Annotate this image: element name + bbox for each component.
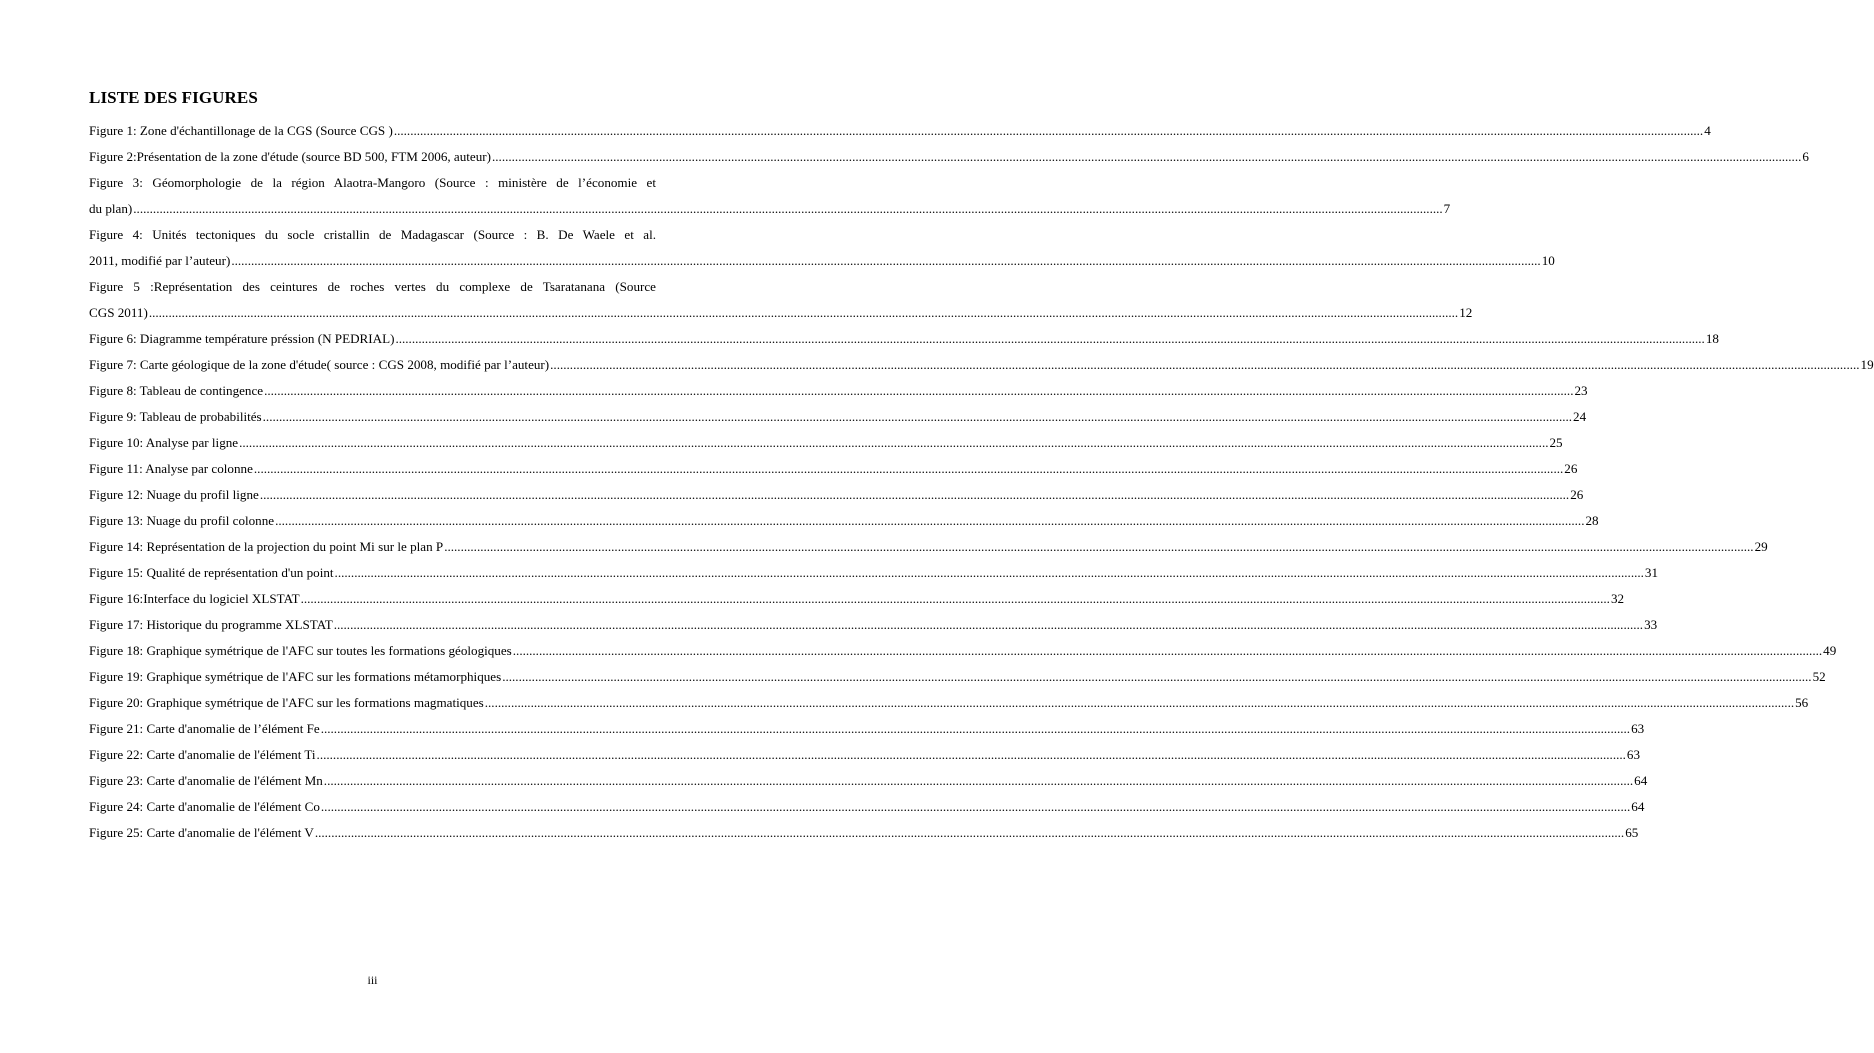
figure-entry[interactable] (89, 742, 1641, 768)
figure-entry[interactable] (89, 404, 1587, 430)
figure-entry-label: CGS 2011) (89, 305, 148, 320)
dot-leader: ................................................................................................................................................................................................................................................................................................................................................................................................................ (492, 149, 1802, 164)
page-number: iii (367, 973, 378, 987)
figure-entry-label: Figure 11: Analyse par colonne (89, 461, 253, 476)
figure-entry-label: Figure 8: Tableau de contingence (89, 383, 264, 398)
dot-leader: ................................................................................................................................................................................................................................................................................................................................................................................................................ (320, 721, 1631, 736)
dot-leader: ................................................................................................................................................................................................................................................................................................................................................................................................................ (550, 357, 1860, 372)
figure-entry-label: Figure 16:Interface du logiciel XLSTAT (89, 591, 300, 606)
figure-entry-label: Figure 17: Historique du programme XLSTAT (89, 617, 333, 632)
figure-entry[interactable] (89, 794, 1645, 820)
figure-entry-page: 33 (1644, 617, 1658, 632)
figure-entry-label: Figure 9: Tableau de probabilités (89, 409, 262, 424)
figure-entry-page: 28 (1585, 513, 1599, 528)
figure-entry-page: 19 (1860, 357, 1874, 372)
dot-leader: ................................................................................................................................................................................................................................................................................................................................................................................................................ (444, 539, 1754, 554)
figure-entry[interactable] (89, 118, 1711, 144)
figure-entry-label: Figure 21: Carte d'anomalie de l’élément Fe (89, 721, 320, 736)
figure-entry[interactable] (89, 274, 1473, 326)
figure-entry-page: 65 (1625, 825, 1639, 840)
dot-leader: ................................................................................................................................................................................................................................................................................................................................................................................................................ (300, 591, 1610, 606)
figure-entry-line (89, 378, 1588, 404)
figure-entry[interactable] (89, 430, 1563, 456)
dot-leader: ................................................................................................................................................................................................................................................................................................................................................................................................................ (275, 513, 1585, 528)
figure-entry-label: Figure 2:Présentation de la zone d'étude (source BD 500, FTM 2006, auteur) (89, 149, 491, 164)
figure-entry[interactable] (89, 378, 1588, 404)
figure-entry-page: 25 (1549, 435, 1563, 450)
dot-leader: ................................................................................................................................................................................................................................................................................................................................................................................................................ (320, 799, 1631, 814)
figure-entry-page: 32 (1610, 591, 1625, 606)
figure-entry[interactable] (89, 352, 1874, 378)
figure-entry-line (89, 196, 1451, 222)
figure-entry-page: 63 (1631, 721, 1645, 736)
figure-entry-line (89, 612, 1658, 638)
figure-entry[interactable] (89, 664, 1826, 690)
figure-entry-page: 6 (1802, 149, 1809, 164)
figure-entry-line (89, 118, 1711, 144)
figure-entry-page: 52 (1812, 669, 1826, 684)
page-title: LISTE DES FIGURES (89, 88, 258, 107)
dot-leader: ................................................................................................................................................................................................................................................................................................................................................................................................................ (334, 565, 1644, 580)
figure-entry-line (89, 742, 1641, 768)
figure-entry-line (89, 326, 1719, 352)
figure-entry-label: Figure 24: Carte d'anomalie de l'élément Co (89, 799, 320, 814)
figure-entry-line (89, 794, 1645, 820)
figure-entry-label: du plan) (89, 201, 133, 216)
figure-entry-label: Figure 7: Carte géologique de la zone d'étude( source : CGS 2008, modifié par l’auteur) (89, 357, 550, 372)
figure-entry-label: Figure 19: Graphique symétrique de l'AFC sur les formations métamorphiques (89, 669, 502, 684)
figure-entry-line (89, 768, 1648, 794)
dot-leader: ................................................................................................................................................................................................................................................................................................................................................................................................................ (148, 305, 1459, 320)
figure-entry-label: Figure 22: Carte d'anomalie de l'élément Ti (89, 747, 316, 762)
figure-entry[interactable] (89, 768, 1648, 794)
dot-leader: ................................................................................................................................................................................................................................................................................................................................................................................................................ (395, 331, 1705, 346)
figure-entry-label: Figure 23: Carte d'anomalie de l'élément Mn (89, 773, 323, 788)
figure-entry[interactable] (89, 716, 1645, 742)
figure-entry-line (89, 534, 1768, 560)
dot-leader: ................................................................................................................................................................................................................................................................................................................................................................................................................ (314, 825, 1625, 840)
figure-entry-line (89, 820, 1639, 846)
dot-leader: ................................................................................................................................................................................................................................................................................................................................................................................................................ (484, 695, 1795, 710)
figure-entry[interactable] (89, 170, 1451, 222)
figure-entry-page: 4 (1704, 123, 1711, 138)
dot-leader: ................................................................................................................................................................................................................................................................................................................................................................................................................ (253, 461, 1564, 476)
figure-entry-first-line: Figure 5 :Représentation des ceintures de roches vertes du complexe de Tsaratanana (Source (89, 279, 656, 294)
figure-entry[interactable] (89, 586, 1625, 612)
figure-entry-label: Figure 6: Diagramme température préssion (N PEDRIAL) (89, 331, 395, 346)
dot-leader: ................................................................................................................................................................................................................................................................................................................................................................................................................ (316, 747, 1626, 762)
figure-entry[interactable] (89, 534, 1768, 560)
figure-entry-line (89, 352, 1874, 378)
dot-leader: ................................................................................................................................................................................................................................................................................................................................................................................................................ (264, 383, 1574, 398)
figure-entry-line (89, 482, 1584, 508)
figure-entry-line (89, 690, 1809, 716)
figure-entry[interactable] (89, 222, 1555, 274)
figure-entry-line (89, 560, 1659, 586)
figure-entry-page: 26 (1564, 461, 1578, 476)
figure-entry-page: 24 (1573, 409, 1587, 424)
dot-leader: ................................................................................................................................................................................................................................................................................................................................................................................................................ (262, 409, 1573, 424)
figure-entry-label: Figure 1: Zone d'échantillonage de la CGS (Source CGS ) (89, 123, 393, 138)
figure-entry[interactable] (89, 508, 1599, 534)
figure-entry-label: Figure 20: Graphique symétrique de l'AFC sur les formations magmatiques (89, 695, 484, 710)
figure-entry-line (89, 144, 1809, 170)
figure-entry-page: 63 (1626, 747, 1641, 762)
figure-entry-label: Figure 14: Représentation de la projection du point Mi sur le plan P (89, 539, 444, 554)
figure-entry-line (89, 404, 1587, 430)
figure-entry-line (89, 430, 1563, 456)
figure-entry-page: 29 (1754, 539, 1768, 554)
figure-entry-label: Figure 13: Nuage du profil colonne (89, 513, 275, 528)
figure-entry-label: Figure 12: Nuage du profil ligne (89, 487, 259, 502)
figure-entry-line (89, 638, 1837, 664)
figure-entry[interactable] (89, 690, 1809, 716)
figure-entry-page: 7 (1443, 201, 1451, 216)
figure-entry-page: 64 (1631, 799, 1645, 814)
figure-entry[interactable] (89, 820, 1639, 846)
figure-entry-page: 31 (1644, 565, 1659, 580)
figure-entry-label: Figure 25: Carte d'anomalie de l'élément V (89, 825, 314, 840)
figure-entry-label: Figure 18: Graphique symétrique de l'AFC sur toutes les formations géologiques (89, 643, 512, 658)
figure-entry-page: 64 (1634, 773, 1648, 788)
dot-leader: ................................................................................................................................................................................................................................................................................................................................................................................................................ (231, 253, 1541, 268)
figure-entry-label: Figure 15: Qualité de représentation d'un point (89, 565, 334, 580)
figure-entry-line (89, 456, 1578, 482)
figure-entry-line (89, 716, 1645, 742)
figure-entry-line (89, 248, 1555, 274)
figure-entry[interactable] (89, 560, 1659, 586)
figure-entry-line (89, 664, 1826, 690)
figure-entry-page: 12 (1459, 305, 1473, 320)
dot-leader: ................................................................................................................................................................................................................................................................................................................................................................................................................ (239, 435, 1549, 450)
figure-entry[interactable] (89, 482, 1584, 508)
figure-entry-label: Figure 10: Analyse par ligne (89, 435, 239, 450)
figure-entry[interactable] (89, 638, 1837, 664)
figure-entry-first-line: Figure 3: Géomorphologie de la région Alaotra-Mangoro (Source : ministère de l’économie et (89, 175, 656, 190)
figure-entry-label: 2011, modifié par l’auteur) (89, 253, 231, 268)
figure-entry-line (89, 300, 1473, 326)
figure-entry[interactable] (89, 612, 1658, 638)
figure-entry-line (89, 508, 1599, 534)
figure-entry[interactable] (89, 326, 1719, 352)
figure-list (89, 118, 1874, 846)
figure-entry-page: 10 (1541, 253, 1555, 268)
figure-entry-page: 56 (1795, 695, 1809, 710)
dot-leader: ................................................................................................................................................................................................................................................................................................................................................................................................................ (133, 201, 1443, 216)
figure-entry-page: 49 (1823, 643, 1837, 658)
dot-leader: ................................................................................................................................................................................................................................................................................................................................................................................................................ (333, 617, 1644, 632)
dot-leader: ................................................................................................................................................................................................................................................................................................................................................................................................................ (502, 669, 1812, 684)
figure-entry-line (89, 586, 1625, 612)
figure-entry[interactable] (89, 456, 1578, 482)
dot-leader: ................................................................................................................................................................................................................................................................................................................................................................................................................ (393, 123, 1704, 138)
figure-entry-page: 26 (1570, 487, 1584, 502)
dot-leader: ................................................................................................................................................................................................................................................................................................................................................................................................................ (323, 773, 1634, 788)
dot-leader: ................................................................................................................................................................................................................................................................................................................................................................................................................ (512, 643, 1823, 658)
figure-entry-page: 23 (1574, 383, 1588, 398)
figure-entry-page: 18 (1705, 331, 1719, 346)
figure-entry[interactable] (89, 144, 1809, 170)
figure-entry-first-line: Figure 4: Unités tectoniques du socle cristallin de Madagascar (Source : B. De Waele et al. (89, 227, 656, 242)
dot-leader: ................................................................................................................................................................................................................................................................................................................................................................................................................ (259, 487, 1570, 502)
